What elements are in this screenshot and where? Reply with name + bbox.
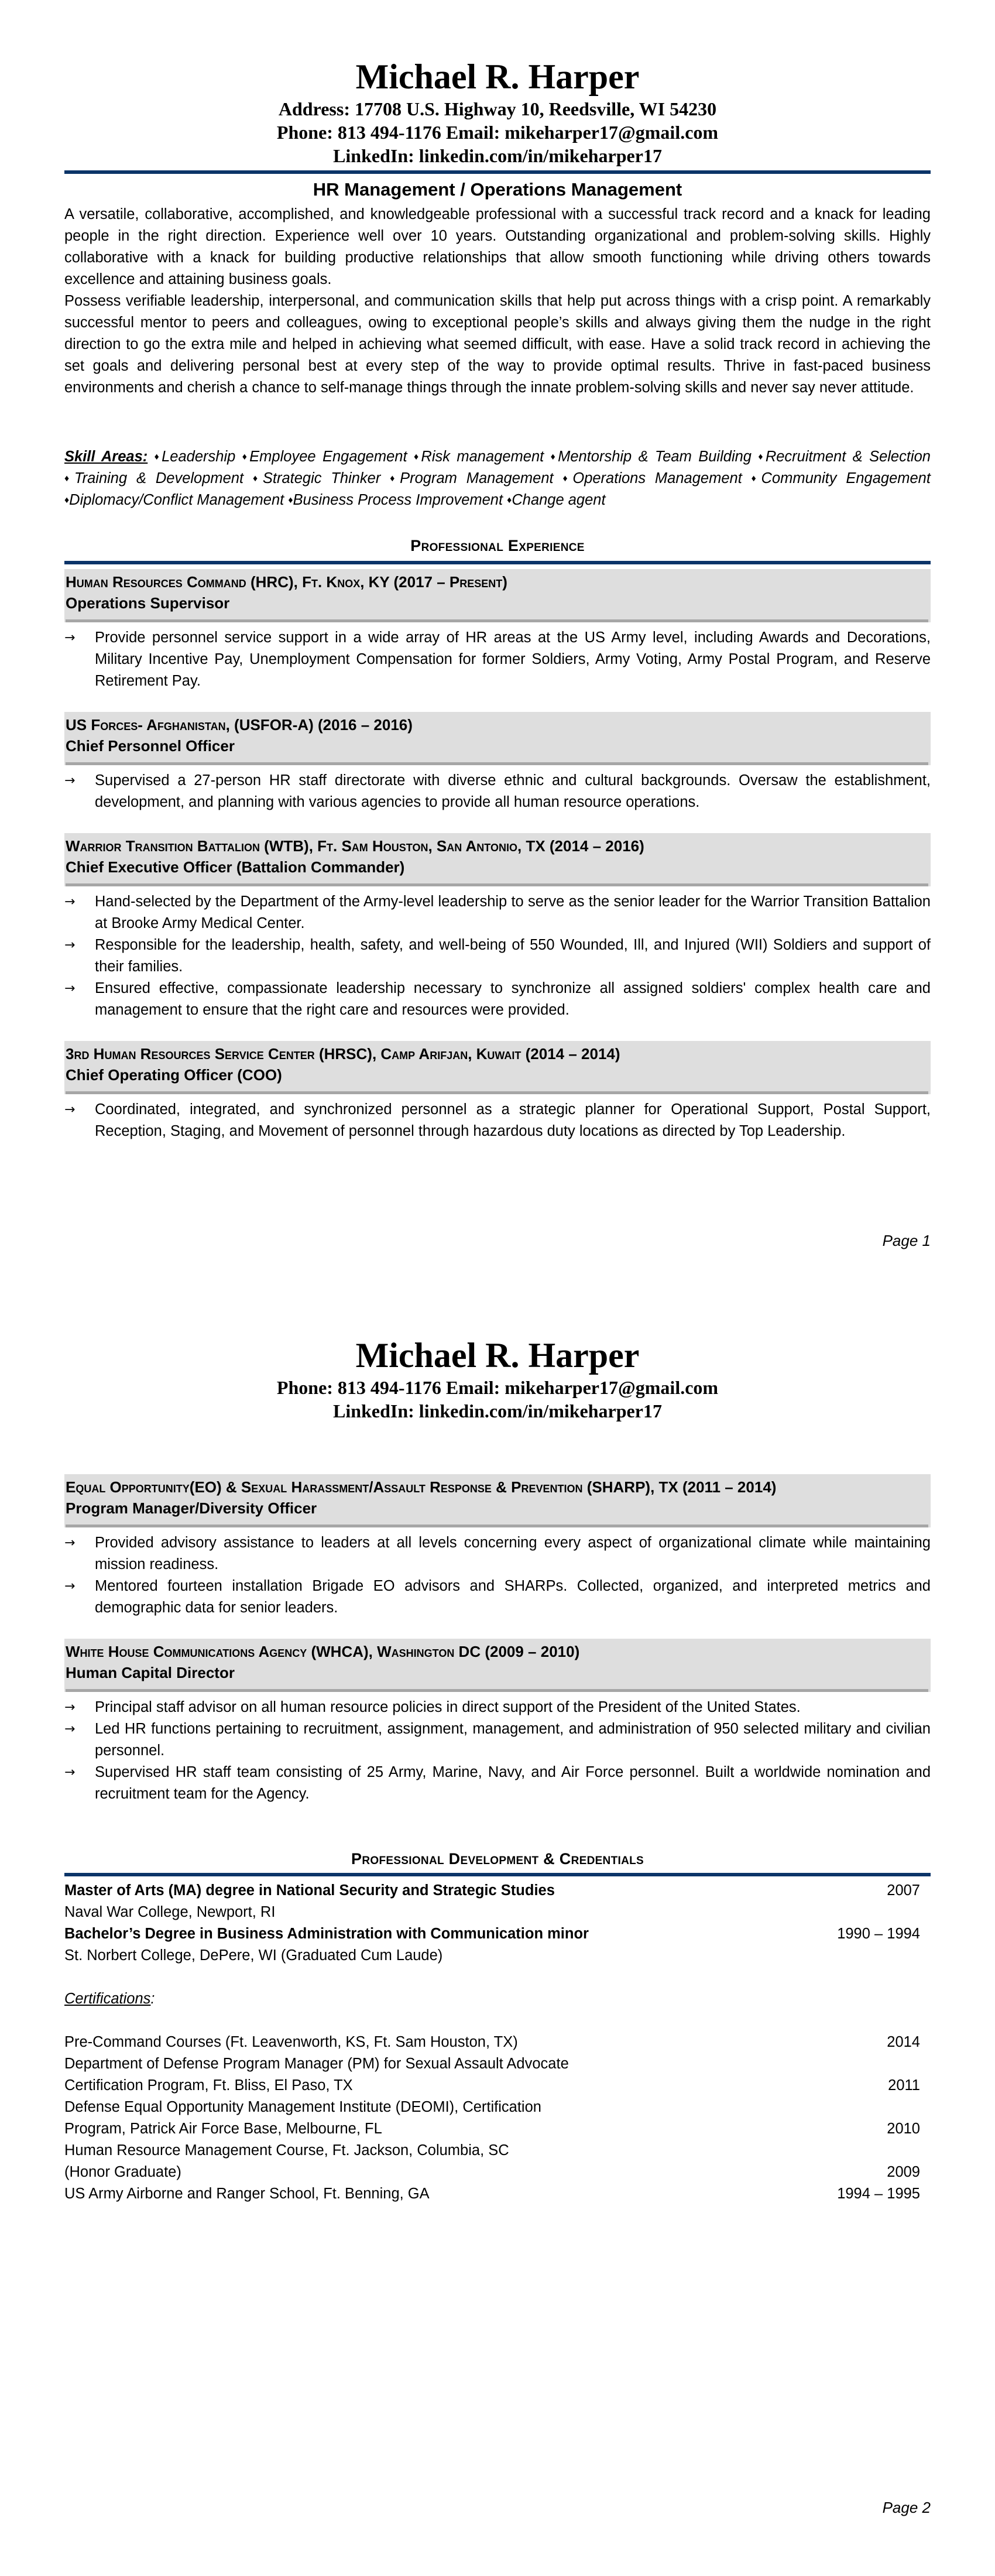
resume-page-2 xyxy=(0,1288,995,2576)
job-header xyxy=(64,1041,931,1094)
diamond-bullet-icon: ♦ xyxy=(64,474,74,484)
arrow-right-icon: → xyxy=(64,773,76,788)
arrow-right-icon: → xyxy=(64,1536,76,1550)
degree-year: 1990 – 1994 xyxy=(837,1926,920,1942)
certification-row xyxy=(64,2032,931,2053)
skill-areas xyxy=(64,446,931,511)
job-bullet xyxy=(64,978,931,1021)
job-bullet-text: Provided advisory assistance to leaders at all levels concerning every aspect of organizational climate while maintaining mission readiness. xyxy=(95,1534,931,1573)
resume-header xyxy=(64,56,931,167)
skill-item: Program Management xyxy=(400,470,554,487)
education-list xyxy=(64,1880,931,1967)
address-line: Address: 17708 U.S. Highway 10, Reedsville, WI 54230 xyxy=(278,98,717,119)
credentials-section xyxy=(64,1847,931,2205)
phone-email-line: Phone: 813 494-1176 Email: mikeharper17@gmail.com xyxy=(276,122,719,143)
school-name: St. Norbert College, DePere, WI (Graduated Cum Laude) xyxy=(64,1947,443,1964)
certification-text: Pre-Command Courses (Ft. Leavenworth, KS, Ft. Sam Houston, TX) xyxy=(64,2034,518,2050)
job-organization: US Forces- Afghanistan, (USFOR-A) (2016 – 2016) xyxy=(66,716,413,734)
accent-rule xyxy=(64,1873,931,1876)
candidate-name: Michael R. Harper xyxy=(355,1336,640,1375)
skill-item: Strategic Thinker xyxy=(262,470,381,487)
certification-row xyxy=(64,2053,931,2075)
section-title-credentials: Professional Development & Credentials xyxy=(351,1850,644,1868)
job-bullet-text: Responsible for the leadership, health, safety, and well-being of 550 Wounded, Ill, and Injured (WII) Soldiers and support of their families. xyxy=(95,937,931,975)
diamond-bullet-icon: ♦ xyxy=(242,452,250,462)
arrow-right-icon: → xyxy=(64,938,76,953)
job-organization: 3rd Human Resources Service Center (HRSC), Camp Arifjan, Kuwait (2014 – 2014) xyxy=(66,1045,620,1063)
diamond-bullet-icon: ♦ xyxy=(562,474,573,484)
job-header-rule xyxy=(66,1525,928,1527)
job-header xyxy=(64,833,931,886)
certifications-list xyxy=(64,2032,931,2205)
job-bullet xyxy=(64,627,931,692)
diamond-bullet-icon: ♦ xyxy=(390,474,400,484)
experience-list-page-2 xyxy=(64,1474,931,1805)
job-entry xyxy=(64,1639,931,1805)
job-header xyxy=(64,1639,931,1692)
arrow-right-icon: → xyxy=(64,981,76,996)
certification-row xyxy=(64,2161,931,2183)
job-bullets xyxy=(64,770,931,813)
summary-section xyxy=(64,177,931,399)
job-bullet-text: Supervised HR staff team consisting of 25 Army, Marine, Navy, and Air Force personnel. Built a worldwide nomination and recruitment team for the Agency. xyxy=(95,1764,931,1802)
job-bullet xyxy=(64,891,931,934)
arrow-right-icon: → xyxy=(64,1722,76,1736)
certification-year: 2010 xyxy=(887,2121,920,2137)
certification-text: Defense Equal Opportunity Management Institute (DEOMI), Certification xyxy=(64,2099,541,2115)
job-bullet-text: Provide personnel service support in a wide array of HR areas at the US Army level, including Awards and Decorations, Military Incentive Pay, Unemployment Compensation for former Soldiers, Army Voting, Army Postal Program, and Reserve Retirement Pay. xyxy=(95,629,931,689)
job-bullets xyxy=(64,627,931,692)
job-bullet xyxy=(64,1718,931,1762)
job-bullet-text: Led HR functions pertaining to recruitment, assignment, management, and administration of 950 selected military and civilian personnel. xyxy=(95,1721,931,1759)
job-header-rule xyxy=(66,762,928,765)
job-bullet-text: Principal staff advisor on all human resource policies in direct support of the President of the United States. xyxy=(95,1699,801,1715)
job-bullet xyxy=(64,934,931,978)
job-bullet-text: Hand-selected by the Department of the Army-level leadership to serve as the senior leader for the Warrior Transition Battalion at Brooke Army Medical Center. xyxy=(95,893,931,931)
job-entry xyxy=(64,569,931,692)
accent-rule xyxy=(64,561,931,564)
linkedin-line: LinkedIn: linkedin.com/in/mikeharper17 xyxy=(333,1400,662,1421)
page-number: Page 1 xyxy=(882,1232,931,1249)
degree-name: Bachelor’s Degree in Business Administration with Communication minor xyxy=(64,1926,589,1942)
job-bullet xyxy=(64,1532,931,1575)
degree-year: 2007 xyxy=(887,1882,920,1899)
arrow-right-icon: → xyxy=(64,895,76,909)
phone-email-line: Phone: 813 494-1176 Email: mikeharper17@gmail.com xyxy=(276,1377,719,1398)
job-title: Operations Supervisor xyxy=(66,594,230,612)
job-header-rule xyxy=(66,883,928,886)
diamond-bullet-icon: ♦ xyxy=(252,474,263,484)
page-number: Page 2 xyxy=(882,2499,931,2516)
professional-headline: HR Management / Operations Management xyxy=(313,179,682,200)
job-organization: Warrior Transition Battalion (WTB), Ft. Sam Houston, San Antonio, TX (2014 – 2016) xyxy=(66,837,644,855)
job-header-rule xyxy=(66,1689,928,1692)
certifications-heading: Certifications: xyxy=(64,1991,155,2007)
diamond-bullet-icon: ♦ xyxy=(758,452,766,462)
job-header-rule xyxy=(66,1091,928,1094)
certification-text: Human Resource Management Course, Ft. Jackson, Columbia, SC xyxy=(64,2142,509,2159)
job-header xyxy=(64,569,931,622)
degree-name: Master of Arts (MA) degree in National Security and Strategic Studies xyxy=(64,1882,555,1899)
arrow-right-icon: → xyxy=(64,1765,76,1780)
job-title: Chief Personnel Officer xyxy=(66,737,235,755)
degree-row xyxy=(64,1923,931,1945)
job-bullets xyxy=(64,891,931,1021)
certification-row xyxy=(64,2118,931,2140)
school-name: Naval War College, Newport, RI xyxy=(64,1904,276,1920)
summary-paragraph-1: A versatile, collaborative, accomplished, and knowledgeable professional with a successful track record and a knack for leading people in the right direction. Experience well over 10 years. Outstanding organizational and problem-solving skills. Highly collaborative with a knack for building productive relationships that allow smooth functioning while driving others towards excellence and attaining business goals. xyxy=(64,206,931,287)
skill-item: Recruitment & Selection xyxy=(765,448,931,465)
certification-text: (Honor Graduate) xyxy=(64,2164,181,2180)
job-entry xyxy=(64,1474,931,1619)
job-header xyxy=(64,1474,931,1527)
header-divider xyxy=(64,170,931,174)
linkedin-line: LinkedIn: linkedin.com/in/mikeharper17 xyxy=(333,145,662,166)
resume-header-page-2 xyxy=(64,1335,931,1423)
certification-text: Department of Defense Program Manager (PM) for Sexual Assault Advocate xyxy=(64,2056,569,2072)
job-entry xyxy=(64,1041,931,1142)
skill-item: Training & Development xyxy=(74,470,244,487)
job-bullet xyxy=(64,770,931,813)
certification-year: 2009 xyxy=(887,2164,920,2180)
certification-text: Certification Program, Ft. Bliss, El Paso, TX xyxy=(64,2077,353,2094)
arrow-right-icon: → xyxy=(64,1700,76,1715)
diamond-bullet-icon: ♦ xyxy=(288,495,293,505)
skill-item: Community Engagement xyxy=(761,470,931,487)
job-title: Chief Executive Officer (Battalion Commander) xyxy=(66,858,405,876)
job-organization: White House Communications Agency (WHCA), Washington DC (2009 – 2010) xyxy=(66,1643,580,1660)
job-bullets xyxy=(64,1697,931,1805)
school-row xyxy=(64,1945,931,1967)
job-title: Chief Operating Officer (COO) xyxy=(66,1066,282,1084)
experience-section-heading xyxy=(64,534,931,564)
job-bullet xyxy=(64,1697,931,1718)
job-bullet xyxy=(64,1575,931,1619)
job-header xyxy=(64,712,931,765)
skill-item: Leadership xyxy=(162,448,236,465)
job-bullet-text: Coordinated, integrated, and synchronized personnel as a strategic planner for Operational Support, Postal Support, Reception, Staging, and Movement of personnel through hazardous duty locations as directed by Top Leadership. xyxy=(95,1101,931,1139)
job-bullets xyxy=(64,1099,931,1142)
skill-item: Mentorship & Team Building xyxy=(558,448,752,465)
skills-section xyxy=(64,446,931,511)
skill-item: Diplomacy/Conflict Management xyxy=(69,492,284,508)
job-title: Human Capital Director xyxy=(66,1664,235,1681)
experience-list-page-1 xyxy=(64,569,931,1142)
certification-row xyxy=(64,2140,931,2161)
job-bullet xyxy=(64,1099,931,1142)
section-title-experience: Professional Experience xyxy=(410,537,585,554)
job-bullet-text: Mentored fourteen installation Brigade EO advisors and SHARPs. Collected, organized, and interpreted metrics and demographic data for senior leaders. xyxy=(95,1578,931,1616)
diamond-bullet-icon: ♦ xyxy=(64,495,70,505)
job-organization: Equal Opportunity(EO) & Sexual Harassment/Assault Response & Prevention (SHARP), TX (2011 – 2014) xyxy=(66,1478,777,1496)
arrow-right-icon: → xyxy=(64,631,76,645)
diamond-bullet-icon: ♦ xyxy=(413,452,421,462)
certification-year: 2014 xyxy=(887,2034,920,2050)
candidate-name: Michael R. Harper xyxy=(355,57,640,96)
summary-paragraph-2: Possess verifiable leadership, interpersonal, and communication skills that help put across things with a crisp point. A remarkably successful mentor to peers and colleagues, owing to exceptional people’s skills and always giving them the nudge in the right direction to go the extra mile and helped in achieving what seemed difficult, with ease. Have a solid track record in achieving the set goals and delivering personal best at every step of the way to provide optimal results. Thrive in fast-paced business environments and cherish a chance to self-manage things through the innate problem-solving skills and never say never attitude. xyxy=(64,293,931,396)
job-bullet-text: Ensured effective, compassionate leadership necessary to synchronize all assigned soldiers' complex health care and management to ensure that the right care and resources were provided. xyxy=(95,980,931,1018)
skill-item: Risk management xyxy=(421,448,544,465)
diamond-bullet-icon: ♦ xyxy=(507,495,512,505)
job-organization: Human Resources Command (HRC), Ft. Knox, KY (2017 – Present) xyxy=(66,573,507,591)
certification-year: 1994 – 1995 xyxy=(837,2186,920,2202)
diamond-bullet-icon: ♦ xyxy=(154,452,162,462)
skill-item: Operations Management xyxy=(572,470,742,487)
job-entry xyxy=(64,712,931,813)
diamond-bullet-icon: ♦ xyxy=(751,474,761,484)
job-bullet-text: Supervised a 27-person HR staff directorate with diverse ethnic and cultural backgrounds. Oversaw the establishment, development, and planning with various agencies to provide all human resource operations. xyxy=(95,772,931,810)
certification-row xyxy=(64,2097,931,2118)
certification-row xyxy=(64,2075,931,2097)
arrow-right-icon: → xyxy=(64,1579,76,1594)
degree-row xyxy=(64,1880,931,1902)
certification-text: Program, Patrick Air Force Base, Melbourne, FL xyxy=(64,2121,382,2137)
diamond-bullet-icon: ♦ xyxy=(550,452,558,462)
skill-item: Business Process Improvement xyxy=(293,492,503,508)
school-row xyxy=(64,1902,931,1923)
skill-item: Employee Engagement xyxy=(249,448,407,465)
job-bullet xyxy=(64,1762,931,1805)
certification-text: US Army Airborne and Ranger School, Ft. Benning, GA xyxy=(64,2186,430,2202)
arrow-right-icon: → xyxy=(64,1102,76,1117)
certification-row xyxy=(64,2183,931,2205)
job-title: Program Manager/Diversity Officer xyxy=(66,1499,317,1517)
skill-areas-label: Skill Areas: xyxy=(64,448,148,465)
certification-year: 2011 xyxy=(888,2077,920,2094)
skill-item: Change agent xyxy=(512,492,606,508)
job-header-rule xyxy=(66,619,928,622)
accent-rule xyxy=(64,170,931,174)
job-entry xyxy=(64,833,931,1021)
job-bullets xyxy=(64,1532,931,1619)
